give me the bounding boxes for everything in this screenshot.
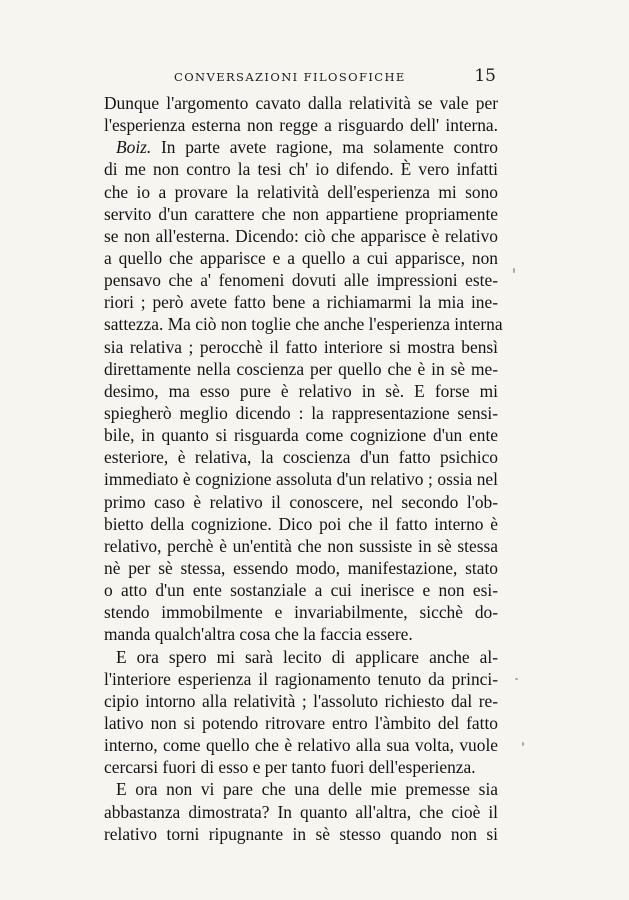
text-line-18: immediato è cognizione assoluta d'un relativo ; ossia nel: [104, 469, 498, 490]
text-line-30: interno, come quello che è relativo alla sua volta, vuole: [104, 735, 498, 756]
text-line-10: riori ; però avete fatto bene a richiamarmi la mia ine-: [104, 292, 498, 313]
text-line-23: o atto d'un ente sostanziale a cui inerisce e non esi-: [104, 580, 498, 601]
text-line-34: relativo torni ripugnante in sè stesso quando non si: [104, 823, 498, 844]
text-line-14: desimo, ma esso pure è relativo in sè. E forse mi: [104, 380, 498, 401]
text-line-31: cercarsi fuori di esso e per tanto fuori dell'esperienza.: [104, 757, 476, 778]
paper-speck: [515, 678, 518, 680]
text-line-19: primo caso è relativo il conoscere, nel secondo l'ob-: [104, 491, 498, 512]
text-line-17: esteriore, è relativa, la coscienza d'un fatto psichico: [104, 447, 498, 468]
speaker-reply: In parte avete ragione,: [161, 137, 333, 158]
text-line-22: nè per sè stessa, essendo modo, manifestazione, stato: [104, 557, 498, 578]
text-line-12: sia relativa ; perocchè il fatto interiore si mostra bensì: [104, 336, 498, 357]
paper-speck: [513, 268, 515, 273]
text-line-8: a quello che apparisce e a quello a cui apparisce, non: [104, 247, 498, 268]
text-line-33: abbastanza dimostrata? In quanto all'altra, che cioè il: [104, 801, 498, 822]
text-line-7: se non all'esterna. Dicendo: ciò che apparisce è relativo: [104, 225, 498, 246]
text-line-9: pensavo che a' fenomeni dovuti alle impressioni este-: [104, 270, 498, 291]
text-line-21: relativo, perchè è un'entità che non sussiste in sè stessa: [104, 535, 498, 556]
running-title: CONVERSAZIONI FILOSOFICHE: [174, 70, 406, 84]
text-line-3: [104, 136, 498, 158]
text-line-27: l'interiore esperienza il ragionamento tenuto da princi-: [104, 668, 498, 689]
page-header: [104, 66, 496, 90]
text-line-2: l'esperienza esterna non regge a risguardo dell' interna.: [104, 115, 498, 136]
text-line-15: spiegherò meglio dicendo : la rappresentazione sensi-: [104, 402, 498, 423]
speaker-name: Boiz.: [116, 137, 152, 158]
speaker-reply-continued: ma solamente contro: [342, 137, 498, 158]
text-line-32: E ora non vi pare che una delle mie premesse sia: [116, 779, 498, 800]
text-line-16: bile, in quanto si risguarda come cognizione d'un ente: [104, 425, 498, 446]
text-line-24: stendo immobilmente e invariabilmente, sicchè do-: [104, 602, 498, 623]
page-number: 15: [474, 66, 496, 86]
text-line-11: sattezza. Ma ciò non toglie che anche l'esperienza interna: [104, 314, 503, 335]
text-line-1: Dunque l'argomento cavato dalla relatività se vale per: [104, 93, 498, 113]
body-text: [104, 92, 503, 845]
paper-speck: [522, 742, 524, 746]
text-line-5: che io a provare la relatività dell'esperienza mi sono: [104, 181, 498, 202]
text-line-28: cipio intorno alla relatività ; l'assoluto richiesto dal re-: [104, 690, 498, 711]
text-line-20: bietto della cognizione. Dico poi che il fatto interno è: [104, 513, 498, 534]
text-line-4: di me non contro la tesi ch' io difendo. È vero infatti: [104, 159, 498, 180]
text-line-13: direttamente nella coscienza per quello che è in sè me-: [104, 358, 498, 379]
text-line-6: servito d'un carattere che non appartiene propriamente: [104, 203, 498, 224]
text-line-25: manda qualch'altra cosa che la faccia essere.: [104, 624, 413, 645]
text-line-29: lativo non si potendo ritrovare entro l'àmbito del fatto: [104, 712, 498, 733]
text-line-26: E ora spero mi sarà lecito di applicare anche al-: [116, 646, 498, 667]
